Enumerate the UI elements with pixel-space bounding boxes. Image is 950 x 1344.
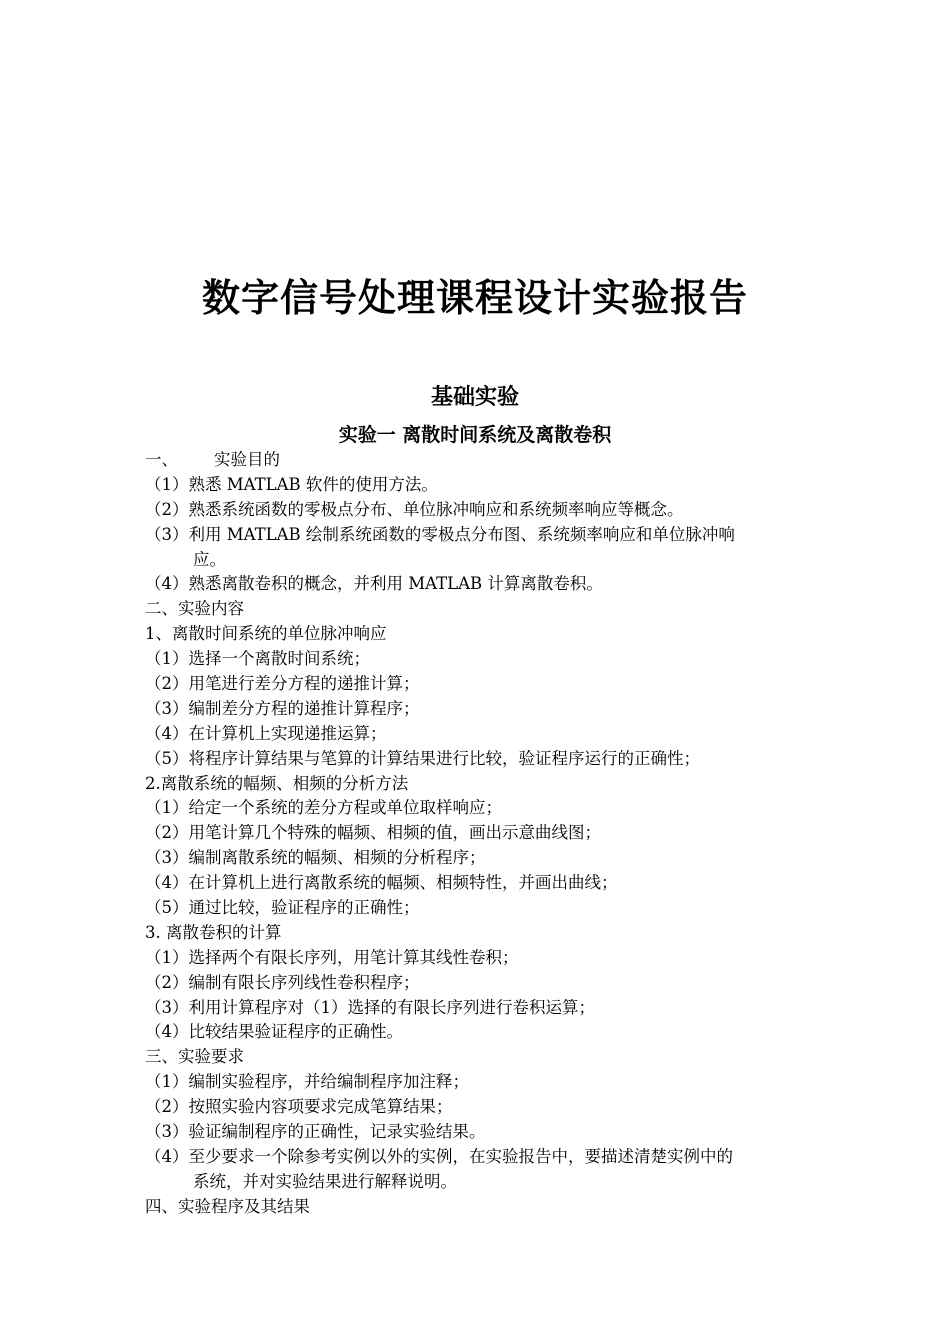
list-item: （1）熟悉 MATLAB 软件的使用方法。 [145, 474, 438, 494]
list-item-continuation: 应。 [193, 549, 226, 569]
subheading: 3. 离散卷积的计算 [145, 922, 282, 942]
list-item: （2）用笔计算几个特殊的幅频、相频的值，画出示意曲线图； [145, 823, 601, 843]
document-body [145, 448, 815, 1220]
subheading: 1、离散时间系统的单位脉冲响应 [145, 624, 387, 644]
list-item: （3）编制差分方程的递推计算程序； [145, 698, 420, 718]
list-item: （3）验证编制程序的正确性，记录实验结果。 [145, 1122, 486, 1142]
section-title: 基础实验 [430, 385, 519, 410]
list-item: （5）将程序计算结果与笔算的计算结果进行比较，验证程序运行的正确性； [145, 748, 700, 768]
list-item: （1）选择两个有限长序列，用笔计算其线性卷积； [145, 947, 519, 967]
document-title: 数字信号处理课程设计实验报告 [201, 276, 748, 320]
list-item: （4）在计算机上实现递推运算； [145, 723, 387, 743]
heading-program-results: 四、实验程序及其结果 [145, 1196, 310, 1216]
list-item: （2）编制有限长序列线性卷积程序； [145, 972, 420, 992]
list-item: （1）选择一个离散时间系统； [145, 649, 370, 669]
list-item: （2）用笔进行差分方程的递推计算； [145, 674, 420, 694]
list-item-continuation: 系统，并对实验结果进行解释说明。 [193, 1171, 457, 1191]
list-item: （4）至少要求一个除参考实例以外的实例，在实验报告中，要描述清楚实例中的 [145, 1146, 733, 1166]
list-item: （5）通过比较，验证程序的正确性； [145, 898, 420, 918]
list-item: （2）熟悉系统函数的零极点分布、单位脉冲响应和系统频率响应等概念。 [145, 499, 684, 519]
list-item: （4）熟悉离散卷积的概念，并利用 MATLAB 计算离散卷积。 [145, 574, 603, 594]
list-item: （3）编制离散系统的幅频、相频的分析程序； [145, 848, 486, 868]
list-item: （2）按照实验内容项要求完成笔算结果； [145, 1097, 453, 1117]
heading-number: 一、 [145, 450, 178, 469]
heading-purpose [145, 448, 815, 473]
list-item: （4）在计算机上进行离散系统的幅频、相频特性，并画出曲线； [145, 873, 618, 893]
list-item: （1）编制实验程序，并给编制程序加注释； [145, 1072, 469, 1092]
subheading: 2.离散系统的幅频、相频的分析方法 [145, 773, 409, 793]
heading-content: 二、实验内容 [145, 599, 244, 619]
heading-text: 实验目的 [214, 450, 280, 469]
heading-requirements: 三、实验要求 [145, 1047, 244, 1067]
list-item: （4）比较结果验证程序的正确性。 [145, 1022, 403, 1042]
list-item: （3）利用计算程序对（1）选择的有限长序列进行卷积运算； [145, 997, 595, 1017]
experiment-title: 实验一 离散时间系统及离散卷积 [338, 424, 612, 446]
list-item: （1）给定一个系统的差分方程或单位取样响应； [145, 798, 502, 818]
list-item: （3）利用 MATLAB 绘制系统函数的零极点分布图、系统频率响应和单位脉冲响 [145, 524, 735, 544]
